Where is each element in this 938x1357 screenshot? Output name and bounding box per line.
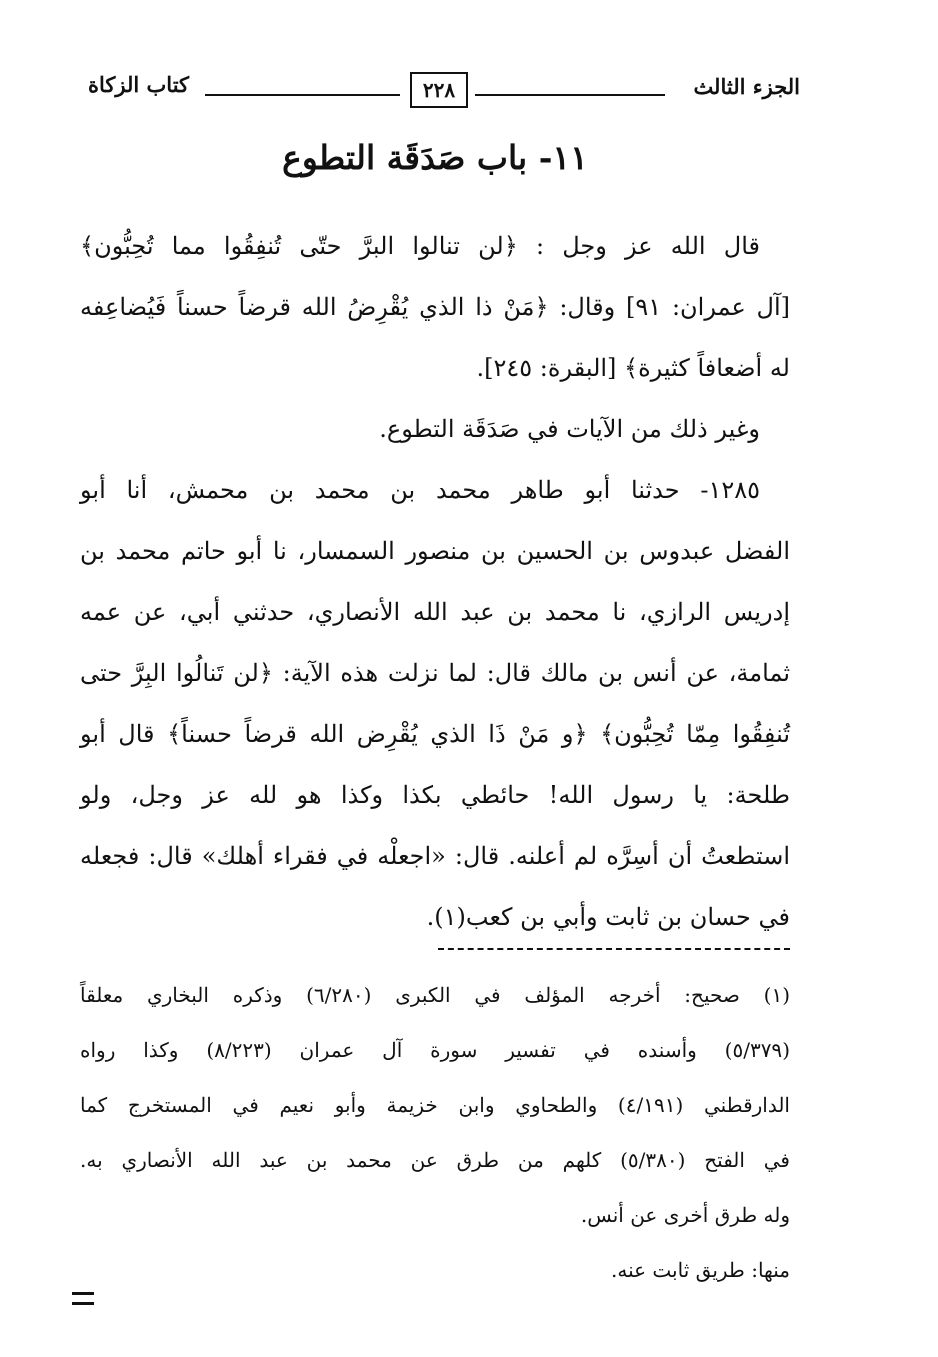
text-line: في حسان بن ثابت وأبي بن كعب(١). xyxy=(426,903,790,931)
header-rule-right xyxy=(475,94,665,96)
footnote-line: منها: طريق ثابت عنه. xyxy=(611,1258,790,1282)
hadith-number-line: ١٢٨٥- حدثنا أبو طاهر محمد بن محمد بن محمش، أنا أبو xyxy=(80,476,760,504)
continuation-mark xyxy=(72,1292,94,1305)
footnote-line: في الفتح (٥/٣٨٠) كلهم من طرق عن محمد بن عبد الله الأنصاري به. xyxy=(80,1148,790,1172)
footnote-line: وله طرق أخرى عن أنس. xyxy=(580,1203,790,1227)
book-label: كتاب الزكاة xyxy=(88,72,190,97)
footnote-line: الدارقطني (٤/١٩١) والطحاوي وابن خزيمة وأبو نعيم في المستخرج كما xyxy=(80,1093,790,1117)
text-line: ثمامة، عن أنس بن مالك قال: لما نزلت هذه الآية: ﴿لن تَنالُوا البِرَّ حتى xyxy=(80,659,790,687)
text-line: طلحة: يا رسول الله! حائطي بكذا وكذا هو لله عز وجل، ولو xyxy=(80,781,790,809)
footnote-separator xyxy=(438,948,790,950)
page-number: ٢٢٨ xyxy=(410,72,468,108)
page-header xyxy=(70,70,800,114)
text-line: استطعتُ أن أسِرَّه لم أعلنه. قال: «اجعلْه في فقراء أهلك» قال: فجعله xyxy=(80,842,790,870)
text-line: إدريس الرازي، نا محمد بن عبد الله الأنصاري، حدثني أبي، عن عمه xyxy=(80,598,790,626)
header-rule-left xyxy=(205,94,400,96)
footnote-line: (١) صحيح: أخرجه المؤلف في الكبرى (٦/٢٨٠) وذكره البخاري معلقاً xyxy=(80,983,791,1007)
footnotes xyxy=(80,968,790,1298)
volume-label: الجزء الثالث xyxy=(693,74,800,99)
footnote-line: (٥/٣٧٩) وأسنده في تفسير سورة آل عمران (٨/٢٢٣) وكذا رواه xyxy=(80,1038,790,1062)
chapter-title: ١١- باب صَدَقَة التطوع xyxy=(282,138,588,177)
text-line: تُنفِقُوا مِمّا تُحِبُّون﴾ ﴿و مَنْ ذَا الذي يُقْرِض الله قرضاً حسناً﴾ قال أبو xyxy=(80,720,790,748)
text-line: وغير ذلك من الآيات في صَدَقَة التطوع. xyxy=(379,415,760,443)
text-line: له أضعافاً كثيرة﴾ [البقرة: ٢٤٥]. xyxy=(476,354,790,382)
text-line: قال الله عز وجل : ﴿لن تنالوا البرَّ حتّى تُنفِقُوا مما تُحِبُّون﴾ xyxy=(80,232,760,260)
text-line: الفضل عبدوس بن الحسين بن منصور السمسار، نا أبو حاتم محمد بن xyxy=(80,537,790,565)
main-text xyxy=(80,216,790,948)
text-line: [آل عمران: ٩١] وقال: ﴿مَنْ ذا الذي يُقْرِضُ الله قرضاً حسناً فَيُضاعِفه xyxy=(80,293,791,321)
